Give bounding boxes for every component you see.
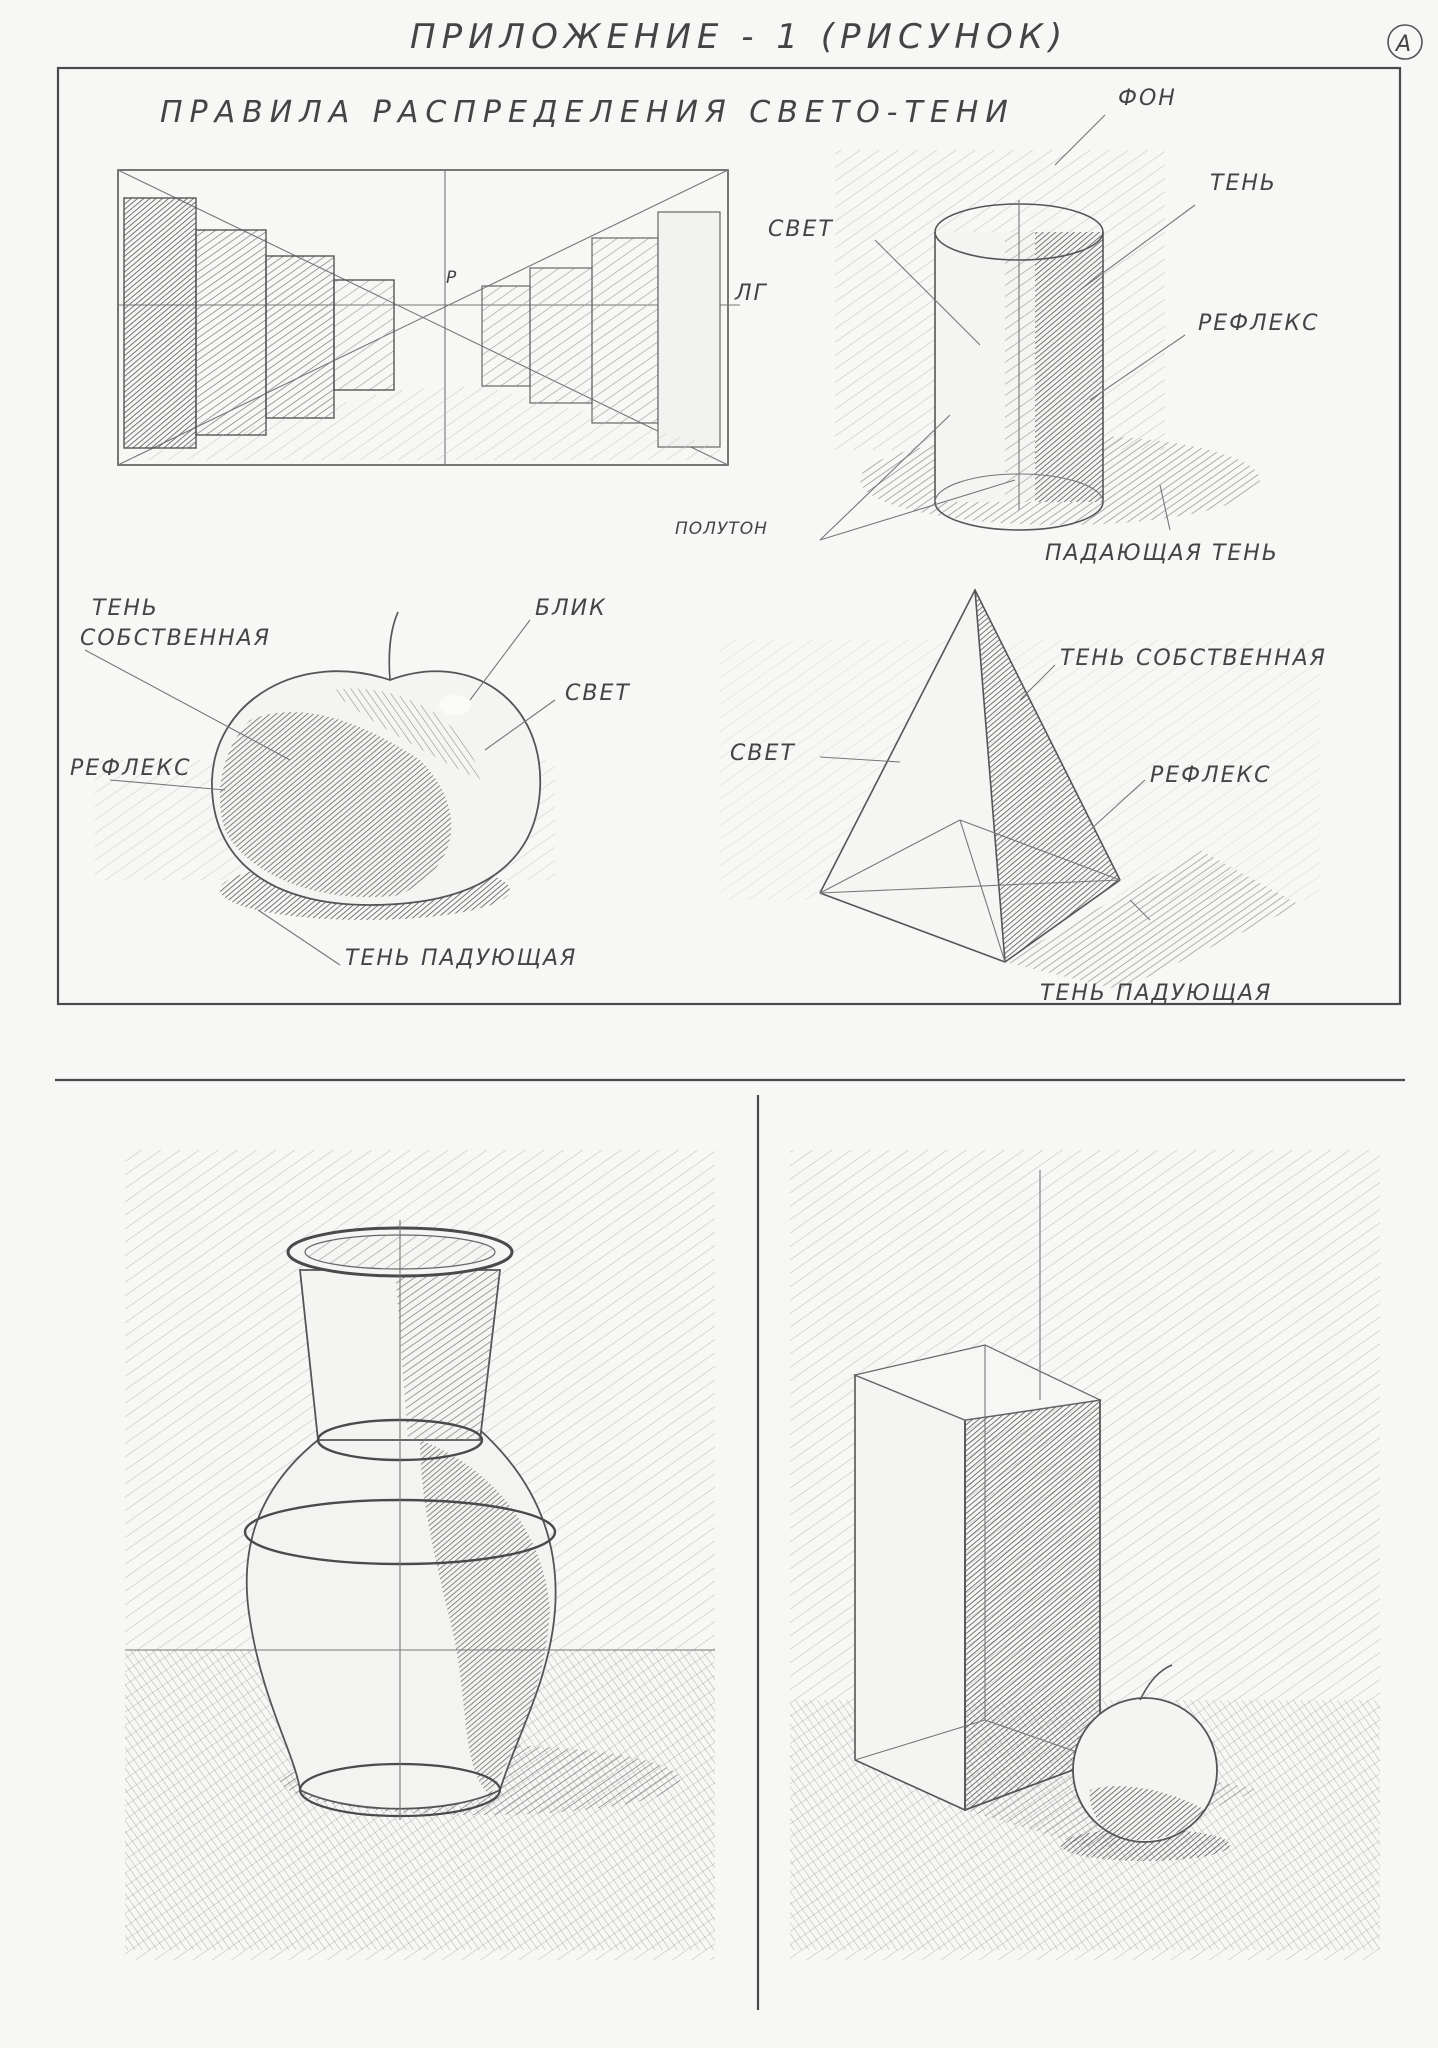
wall-left-1 [124,198,196,448]
header-text: ПРИЛОЖЕНИЕ - 1 (РИСУНОК) [410,17,1069,57]
label-pyramid-ten-sobstvennaya: ТЕНЬ СОБСТВЕННАЯ [1060,646,1327,671]
wall-left-2 [196,230,266,435]
label-apple-svet: СВЕТ [565,681,631,706]
vanishing-point-label: Р [446,268,458,288]
label-apple-blik: БЛИК [535,596,607,621]
label-poluton: ПОЛУТОН [675,519,768,539]
label-refleks: РЕФЛЕКС [1198,311,1320,336]
pyramid-diagram [720,590,1327,1006]
label-svet: СВЕТ [768,217,834,242]
cylinder-diagram [675,86,1320,566]
label-apple-refleks: РЕФЛЕКС [70,756,192,781]
label-padayushchaya-ten: ПАДАЮЩАЯ ТЕНЬ [1045,541,1279,566]
apple-stem [389,612,398,680]
bottom-panel [55,1080,1405,2010]
sheet-header [410,17,1422,59]
perspective-diagram [118,170,768,465]
label-ten: ТЕНЬ [1210,171,1277,196]
wall-right-4 [658,212,720,447]
wall-left-3 [266,256,334,418]
label-apple-ten: ТЕНЬ [92,596,159,621]
panel-title: ПРАВИЛА РАСПРЕДЕЛЕНИЯ СВЕТО-ТЕНИ [160,95,1015,130]
label-apple-sobstvennaya: СОБСТВЕННАЯ [80,626,271,651]
label-pyramid-ten-padayushchaya: ТЕНЬ ПАДУЮЩАЯ [1040,981,1273,1006]
apple-highlight [439,695,471,715]
label-apple-ten-padayushchaya: ТЕНЬ ПАДУЮЩАЯ [345,946,578,971]
wall-right-1 [482,286,530,386]
wall-left-4 [334,280,394,390]
wall-right-3 [592,238,658,423]
apple-diagram [70,596,631,971]
prism-apple-study [790,1150,1380,1960]
horizon-label: ЛГ [735,281,768,306]
corner-mark: А [1396,32,1414,57]
cylinder-halftone [1005,232,1035,502]
wall-right-2 [530,268,592,403]
prism-front-face [855,1375,965,1810]
label-pyramid-refleks: РЕФЛЕКС [1150,763,1272,788]
label-pyramid-svet: СВЕТ [730,741,796,766]
top-panel [58,68,1400,1006]
vase-study [125,1150,715,1960]
cylinder-shadow-side [1035,232,1103,502]
label-fon: ФОН [1118,86,1177,111]
